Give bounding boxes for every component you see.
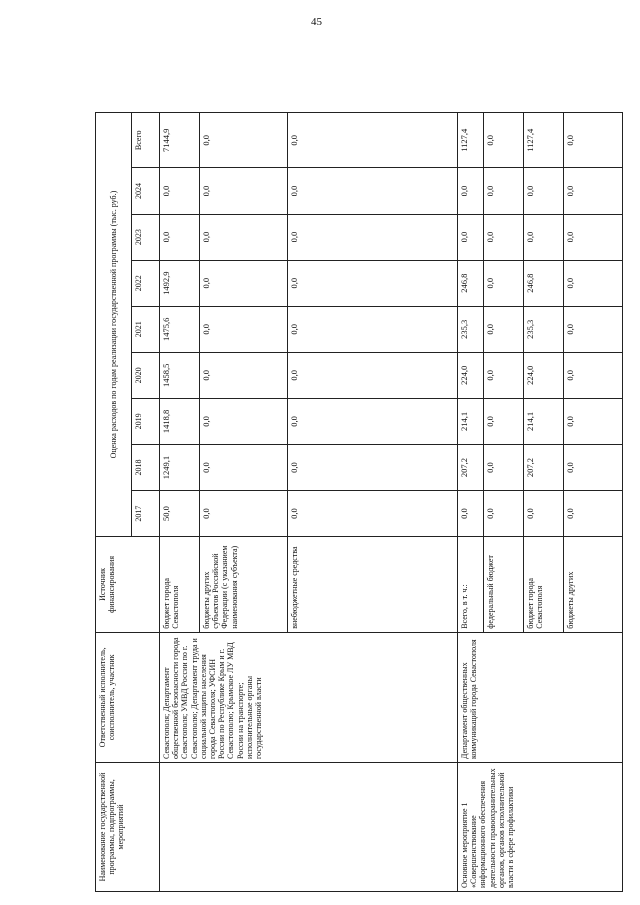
value-cell: 0,0 (564, 260, 623, 306)
source-cell: бюджет города Севастополя (160, 537, 200, 633)
value-cell: 0,0 (484, 168, 524, 214)
value-cell: 0,0 (564, 214, 623, 260)
header-executor: Ответственный исполнитель, соисполнитель, участник (96, 632, 160, 762)
value-cell: 246,8 (524, 260, 564, 306)
value-cell: 0,0 (288, 260, 458, 306)
value-cell: 0,0 (200, 444, 288, 490)
value-cell: 0,0 (160, 168, 200, 214)
value-cell: 0,0 (458, 491, 484, 537)
year-header: 2023 (132, 214, 160, 260)
value-cell: 0,0 (564, 444, 623, 490)
value-cell: 0,0 (288, 214, 458, 260)
value-cell: 207,2 (458, 444, 484, 490)
value-cell: 235,3 (458, 306, 484, 352)
program-name-cell: Основное мероприятие 1 «Совершенствование информационного обеспечения деятельности правоохранительных органов, органов исполнительной власти в сфере профилактики (458, 762, 623, 891)
value-cell: 0,0 (200, 398, 288, 444)
source-cell: бюджет города Севастополя (524, 537, 564, 633)
source-cell: бюджеты других субъектов Российской Федерации (с указанием наименования субъекта) (200, 537, 288, 633)
source-cell: внебюджетные средства (288, 537, 458, 633)
value-cell: 0,0 (564, 168, 623, 214)
value-cell: 214,1 (524, 398, 564, 444)
year-header: 2019 (132, 398, 160, 444)
value-cell: 0,0 (200, 214, 288, 260)
value-cell: 0,0 (484, 260, 524, 306)
value-cell: 0,0 (288, 306, 458, 352)
value-cell: 0,0 (484, 214, 524, 260)
page-number: 45 (311, 16, 322, 28)
program-name-cell (160, 762, 458, 891)
source-cell: федеральный бюджет (484, 537, 524, 633)
total-cell: 0,0 (484, 113, 524, 168)
value-cell: 0,0 (288, 491, 458, 537)
year-header: 2018 (132, 444, 160, 490)
executor-cell: Севастополя; Департамент общественной безопасности города Севастополя; УМВД России по г. Севастополю; Департамент труда и социальной защиты населения города Севастополя; УФСИН России по Республике Крым и г. Севастополю; Крымское ЛУ МВД России на транспорте; исполнительные органы государственной власти (160, 632, 458, 762)
year-header: 2022 (132, 260, 160, 306)
source-cell: бюджеты других (564, 537, 623, 633)
header-funding-source: Источник финансирования (96, 537, 160, 633)
value-cell: 0,0 (484, 306, 524, 352)
value-cell: 0,0 (484, 398, 524, 444)
table-row (160, 113, 200, 892)
year-header: 2021 (132, 306, 160, 352)
value-cell: 1492,9 (160, 260, 200, 306)
year-header: 2017 (132, 491, 160, 537)
year-header: 2020 (132, 352, 160, 398)
header-row-1 (96, 113, 132, 892)
value-cell: 207,2 (524, 444, 564, 490)
table-row (458, 113, 484, 892)
value-cell: 0,0 (160, 214, 200, 260)
total-header: Всего (132, 113, 160, 168)
value-cell: 0,0 (564, 491, 623, 537)
value-cell: 235,3 (524, 306, 564, 352)
value-cell: 0,0 (524, 214, 564, 260)
rotated-table-wrapper (95, 112, 622, 892)
value-cell: 50,0 (160, 491, 200, 537)
source-cell: Всего, в т. ч.: (458, 537, 484, 633)
value-cell: 0,0 (200, 352, 288, 398)
value-cell: 1458,5 (160, 352, 200, 398)
value-cell: 0,0 (564, 306, 623, 352)
value-cell: 0,0 (200, 260, 288, 306)
executor-cell: Департамент общественных коммуникаций города Севастополя (458, 632, 623, 762)
value-cell: 0,0 (458, 168, 484, 214)
value-cell: 224,0 (458, 352, 484, 398)
value-cell: 1249,1 (160, 444, 200, 490)
value-cell: 0,0 (524, 168, 564, 214)
total-cell: 0,0 (564, 113, 623, 168)
value-cell: 0,0 (200, 491, 288, 537)
value-cell: 0,0 (288, 444, 458, 490)
value-cell: 0,0 (564, 398, 623, 444)
value-cell: 0,0 (524, 491, 564, 537)
value-cell: 1418,8 (160, 398, 200, 444)
total-cell: 0,0 (200, 113, 288, 168)
value-cell: 214,1 (458, 398, 484, 444)
total-cell: 0,0 (288, 113, 458, 168)
budget-table (95, 112, 623, 892)
header-estimate: Оценка расходов по годам реализации государственной программы (тыс. руб.) (96, 113, 132, 537)
value-cell: 0,0 (458, 214, 484, 260)
year-header: 2024 (132, 168, 160, 214)
value-cell: 1475,6 (160, 306, 200, 352)
total-cell: 1127,4 (458, 113, 484, 168)
value-cell: 0,0 (288, 168, 458, 214)
value-cell: 0,0 (564, 352, 623, 398)
value-cell: 0,0 (200, 306, 288, 352)
value-cell: 0,0 (200, 168, 288, 214)
value-cell: 246,8 (458, 260, 484, 306)
value-cell: 0,0 (288, 398, 458, 444)
value-cell: 0,0 (484, 444, 524, 490)
value-cell: 224,0 (524, 352, 564, 398)
total-cell: 7144,9 (160, 113, 200, 168)
value-cell: 0,0 (484, 352, 524, 398)
total-cell: 1127,4 (524, 113, 564, 168)
value-cell: 0,0 (484, 491, 524, 537)
header-program-name: Наименование государственной программы, подпрограммы, мероприятий (96, 762, 160, 891)
value-cell: 0,0 (288, 352, 458, 398)
